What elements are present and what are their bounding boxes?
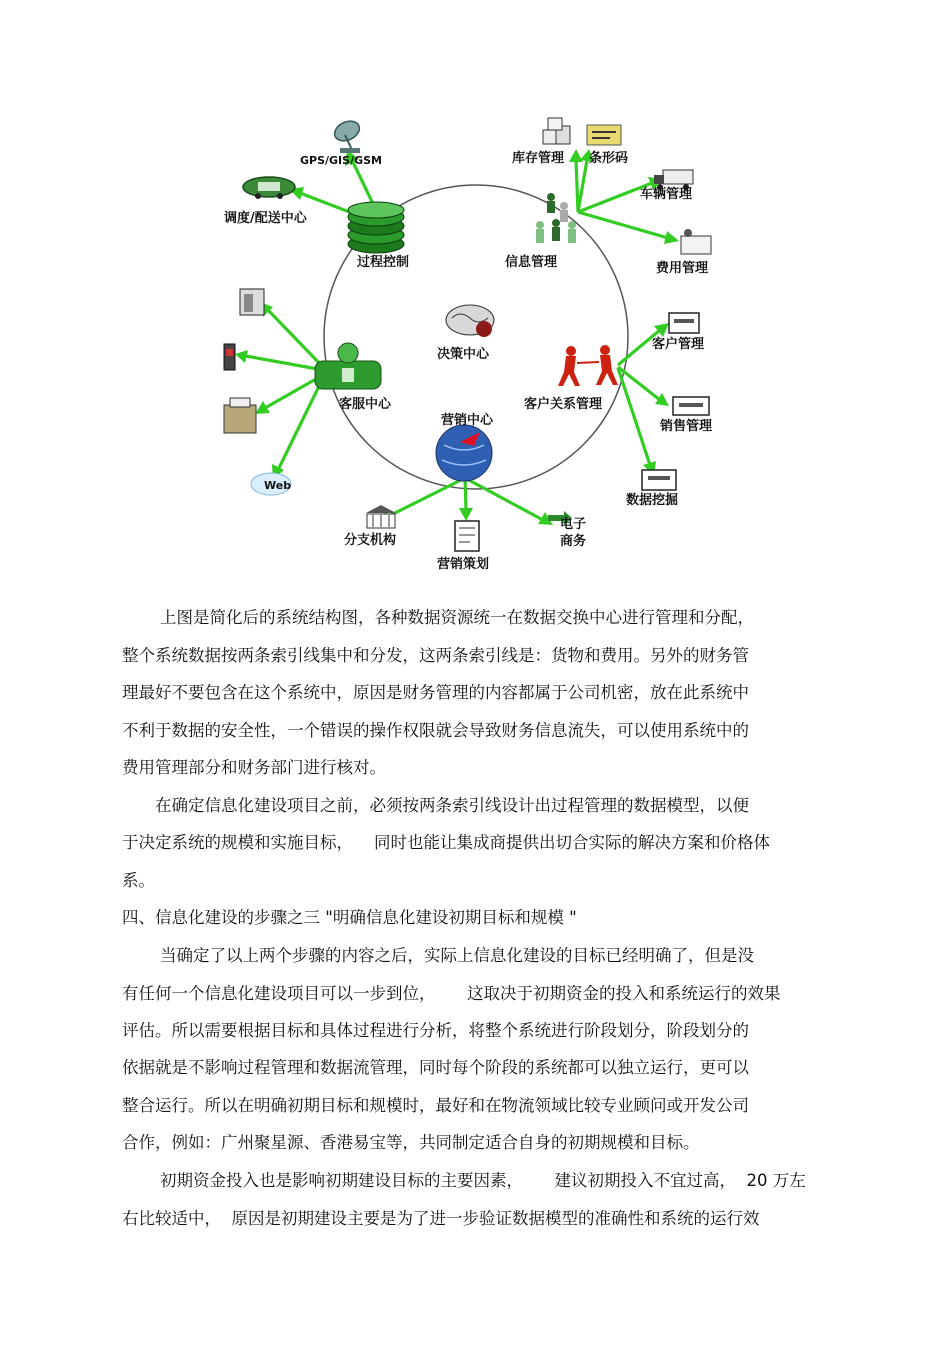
warehouse-boxes-icon <box>543 118 570 144</box>
satellite-dish-icon <box>331 117 362 153</box>
paragraph-line: 于决定系统的规模和实施目标， 同时也能让集成商提供出切合实际的解决方案和价格体 <box>122 833 770 852</box>
label-web: Web <box>264 479 292 492</box>
globe-icon <box>436 425 492 481</box>
mobile-phone-icon <box>224 344 235 370</box>
paragraph-line: 依据就是不影响过程管理和数据流管理，同时每个阶段的系统都可以独立运行，更可以 <box>122 1058 749 1077</box>
paragraph-line: 费用管理部分和财务部门进行核对。 <box>122 758 386 777</box>
monitor-sales-icon <box>673 397 709 415</box>
section-heading: 四、信息化建设的步骤之三 "明确信息化建设初期目标和规模 " <box>122 908 577 927</box>
paragraph-line: 在确定信息化建设项目之前，必须按两条索引线设计出过程管理的数据模型，以便 <box>155 796 749 815</box>
paragraph-line: 评估。所以需要根据目标和具体过程进行分析，将整个系统进行阶段划分，阶段划分的 <box>122 1021 749 1040</box>
cashier-icon <box>681 229 711 254</box>
label-mining: 数据挖掘 <box>626 493 679 508</box>
paragraph-line: 整个系统数据按两条索引线集中和分发，这两条索引线是：货物和费用。另外的财务管 <box>122 646 749 665</box>
label-marketing: 营销中心 <box>441 413 494 428</box>
label-barcode: 条形码 <box>589 151 629 166</box>
monitor-customer-icon <box>669 313 699 333</box>
label-info: 信息管理 <box>505 255 558 270</box>
handshake-people-icon <box>558 345 618 386</box>
document-icon <box>455 521 479 551</box>
brain-icon <box>446 305 494 337</box>
system-structure-diagram <box>0 0 950 590</box>
paragraph-line: 初期资金投入也是影响初期建设目标的主要因素， 建议初期投入不宜过高， 20 万左 <box>160 1171 806 1190</box>
label-ecommerce-1: 电子 <box>560 517 587 532</box>
server-stack-icon <box>348 202 404 253</box>
fax-machine-icon <box>224 398 256 433</box>
label-sales: 销售管理 <box>660 419 713 434</box>
label-dispatch: 调度/配送中心 <box>224 211 307 226</box>
paragraph-line: 右比较适中， 原因是初期建设主要是为了进一步验证数据模型的准确性和系统的运行效 <box>122 1209 760 1228</box>
label-planning: 营销策划 <box>437 557 490 572</box>
paragraph-line: 当确定了以上两个步骤的内容之后，实际上信息化建设的目标已经明确了，但是没 <box>160 946 754 965</box>
label-gps: GPS/GIS/GSM <box>300 154 382 167</box>
paragraph-line: 有任何一个信息化建设项目可以一步到位， 这取决于初期资金的投入和系统运行的效果 <box>122 984 781 1003</box>
barcode-card-icon <box>587 125 621 145</box>
paragraph-line: 理最好不要包含在这个系统中，原因是财务管理的内容都属于公司机密，放在此系统中 <box>122 683 749 702</box>
paragraph-line: 合作，例如：广州聚星源、香港易宝等，共同制定适合自身的初期规模和目标。 <box>122 1133 700 1152</box>
label-inventory: 库存管理 <box>512 151 565 166</box>
monitor-mining-icon <box>642 470 676 490</box>
label-customer-mgmt: 客户管理 <box>652 337 705 352</box>
label-decision: 决策中心 <box>437 347 490 362</box>
label-crm: 客户关系管理 <box>524 397 603 412</box>
paragraph-line: 整合运行。所以在明确初期目标和规模时，最好和在物流领域比较专业顾问或开发公司 <box>122 1096 749 1115</box>
label-vehicle: 车辆管理 <box>640 187 693 202</box>
label-branch: 分支机构 <box>344 533 397 548</box>
paragraph-line: 系。 <box>122 871 155 890</box>
label-service: 客服中心 <box>339 397 392 412</box>
label-ecommerce-2: 商务 <box>560 534 587 549</box>
label-cost: 费用管理 <box>656 261 709 276</box>
telephone-icon <box>240 289 264 315</box>
dispatch-truck-icon <box>243 177 295 199</box>
bank-building-icon <box>366 505 396 528</box>
paragraph-line: 上图是简化后的系统结构图，各种数据资源统一在数据交换中心进行管理和分配， <box>160 608 754 627</box>
label-process-control: 过程控制 <box>357 255 410 270</box>
paragraph-line: 不利于数据的安全性，一个错误的操作权限就会导致财务信息流失，可以使用系统中的 <box>122 721 749 740</box>
